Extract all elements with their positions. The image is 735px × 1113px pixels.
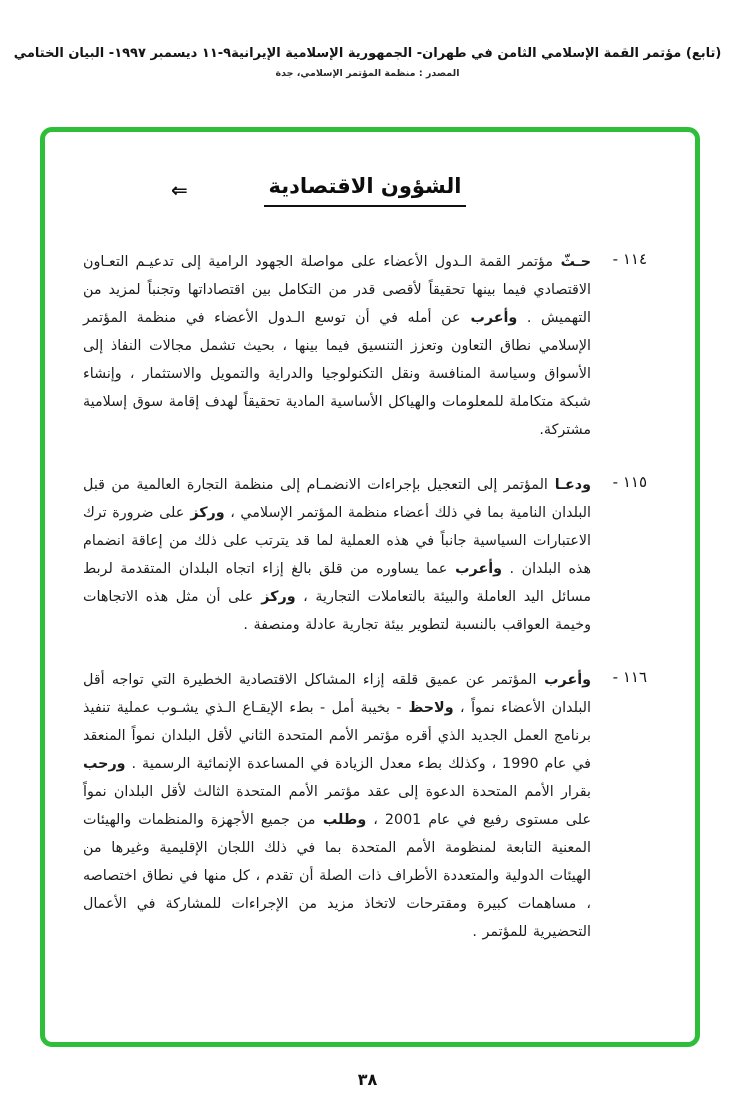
paragraph-number: ١١٥ -: [612, 473, 647, 491]
left-double-arrow-icon: ⇐: [171, 178, 188, 202]
paragraph-number: ١١٤ -: [612, 250, 647, 268]
paragraph-list: [83, 248, 647, 946]
document-header: [0, 46, 735, 79]
section-heading-row: [83, 174, 647, 214]
header-title: (تابع) مؤتمر القمة الإسلامي الثامن في طهران- الجمهورية الإسلامية الإيرانية٩-١١ ديسمبر ١٩٩٧- البيان الختامي: [13, 46, 722, 61]
paragraph-number: ١١٦ -: [612, 668, 647, 686]
paragraph: [83, 471, 647, 639]
paragraph: [83, 666, 647, 946]
content-frame: [40, 127, 700, 1047]
page-number: ٣٨: [357, 1070, 378, 1089]
paragraph-text: وأعرب المؤتمر عن عميق قلقه إزاء المشاكل الاقتصادية الخطيرة التي تواجه أقل البلدان الأعضاء نمواً ، ولاحظ - بخيبة أمل - بطء الإيقـاع الـذي يشـوب عملية تنفيذ برنامج العمل الجديد الذي أقره مؤتمر الأمم المتحدة الثاني لأقل البلدان نمواً المنعقد في عام 1990 ، وكذلك بطء معدل الزيادة في المساعدة الإنمائية الرسمية . ورحب بقرار الأمم المتحدة الدعوة إلى عقد مؤتمر الأمم المتحدة الثالث لأقل البلدان نمواً على مستوى رفيع في عام 2001 ، وطلب من جميع الأجهزة والمنظمات والهيئات المعنية التابعة لمنظومة الأمم المتحدة بما في ذلك اللجان الإقليمية وغيرها من الهيئات الدولية والمتعددة الأطراف ذات الصلة أن تقدم ، كل منها في نطاق اختصاصه ، مساهمات كبيرة ومقترحات لاتخاذ مزيد من الإجراءات للمشاركة في الأعمال التحضيرية للمؤتمر .: [83, 672, 591, 940]
section-title: الشؤون الاقتصادية: [264, 174, 465, 207]
paragraph-text: حـثّ مؤتمر القمة الـدول الأعضاء على مواصلة الجهود الرامية إلى تدعيـم التعـاون الاقتصادي فيما بينها تحقيقاً لأقصى قدر من التكامل بين اقتصاداتها وتجنباً لمزيد من التهميش . وأعرب عن أمله في أن توسع الـدول الأعضاء في منظمة المؤتمر الإسلامي نطاق التعاون وتعزز التنسيق فيما بينها ، بحيث تشمل مجالات النفاذ إلى الأسواق وسياسة المنافسة ونقل التكنولوجيا والدراية والتمويل والاستثمار ، وإنشاء شبكة متكاملة للمعلومات والهياكل الأساسية المادية تحقيقاً لهدف إقامة سوق إسلامية مشتركة.: [83, 254, 591, 438]
header-source: المصدر : منظمة المؤتمر الإسلامي، جدة: [275, 68, 460, 79]
paragraph-text: ودعـا المؤتمر إلى التعجيل بإجراءات الانضمـام إلى منظمة التجارة العالمية من قبل البلدان النامية بما في ذلك أعضاء منظمة المؤتمر الإسلامي ، وركز على ضرورة ترك الاعتبارات السياسية جانباً في هذه العملية لما قد يترتب على ذلك من إعاقة انضمام هذه البلدان . وأعرب عما يساوره من قلق بالغ إزاء اتجاه البلدان المتقدمة لربط مسائل اليد العاملة والبيئة بالتعاملات التجارية ، وركز على أن مثل هذه الاتجاهات وخيمة العواقب بالنسبة لتطوير بيئة تجارية عادلة ومنصفة .: [83, 477, 591, 633]
paragraph: [83, 248, 647, 444]
